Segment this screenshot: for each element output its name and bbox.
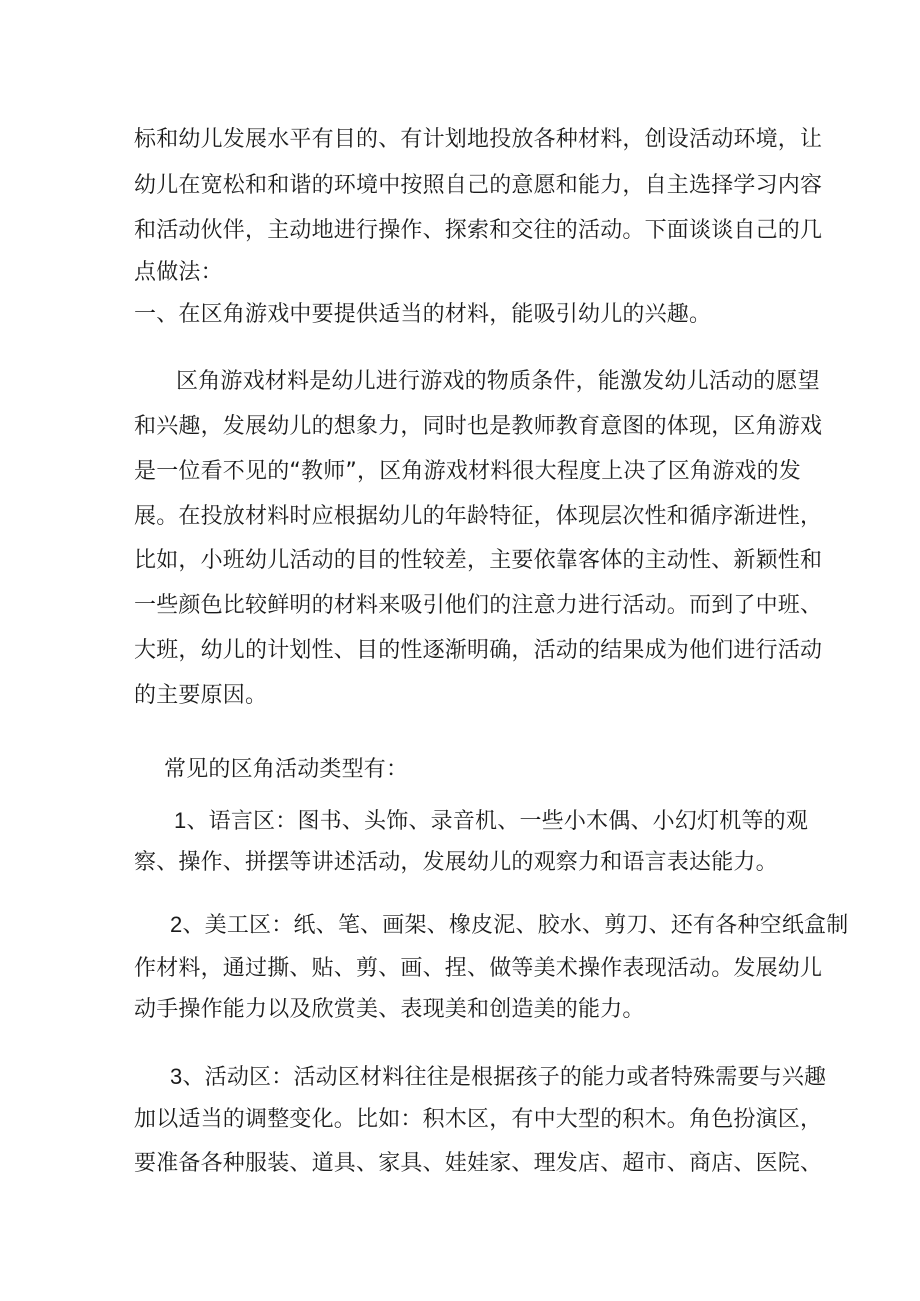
list-item-first-line	[174, 807, 808, 836]
paragraph-line: 一些颜色比较鲜明的材料来吸引他们的注意力进行活动。而到了中班、	[134, 593, 823, 618]
paragraph-line: 是一位看不见的“教师”，区角游戏材料很大程度上决了区角游戏的发	[134, 459, 801, 484]
list-item-line: 动手操作能力以及欣赏美、表现美和创造美的能力。	[134, 997, 645, 1022]
paragraph-line: 展。在投放材料时应根据幼儿的年龄特征，体现层次性和循序渐进性，	[134, 504, 823, 529]
intro-line: 标和幼儿发展水平有目的、有计划地投放各种材料，创设活动环境，让	[134, 127, 823, 152]
list-item-number: 1	[174, 808, 187, 833]
intro-line: 幼儿在宽松和和谐的环境中按照自己的意愿和能力，自主选择学习内容	[134, 173, 823, 198]
paragraph-line: 的主要原因。	[134, 683, 268, 708]
list-item-line: 察、操作、拼摆等讲述活动，发展幼儿的观察力和语言表达能力。	[134, 850, 778, 875]
list-item-first-line	[170, 911, 848, 940]
list-item-number: 2	[170, 912, 183, 937]
paragraph-line: 和兴趣，发展幼儿的想象力，同时也是教师教育意图的体现，区角游戏	[134, 414, 823, 439]
paragraph-line: 区角游戏材料是幼儿进行游戏的物质条件，能激发幼儿活动的愿望	[176, 369, 820, 394]
list-item-line: 作材料，通过撕、贴、剪、画、捏、做等美术操作表现活动。发展幼儿	[134, 956, 823, 981]
paragraph-line: 比如，小班幼儿活动的目的性较差，主要依靠客体的主动性、新颖性和	[134, 548, 823, 573]
list-item-line: 加以适当的调整变化。比如：积木区，有中大型的积木。角色扮演区，	[134, 1107, 823, 1132]
intro-line: 和活动伙伴，主动地进行操作、探索和交往的活动。下面谈谈自己的几	[134, 218, 823, 243]
list-item-text: 、美工区：纸、笔、画架、橡皮泥、胶水、剪刀、还有各种空纸盒制	[182, 913, 849, 938]
list-item-number: 3	[170, 1064, 183, 1089]
types-intro: 常见的区角活动类型有：	[164, 757, 409, 782]
section-heading: 一、在区角游戏中要提供适当的材料，能吸引幼儿的兴趣。	[134, 302, 712, 327]
paragraph-line: 大班，幼儿的计划性、目的性逐渐明确，活动的结果成为他们进行活动	[134, 638, 823, 663]
intro-line: 点做法：	[134, 260, 223, 285]
list-item-text: 、活动区：活动区材料往往是根据孩子的能力或者特殊需要与兴趣	[182, 1065, 827, 1090]
list-item-line: 要准备各种服装、道具、家具、娃娃家、理发店、超市、商店、医院、	[134, 1151, 823, 1176]
list-item-first-line	[170, 1063, 826, 1092]
list-item-text: 、语言区：图书、头饰、录音机、一些小木偶、小幻灯机等的观	[186, 809, 809, 834]
